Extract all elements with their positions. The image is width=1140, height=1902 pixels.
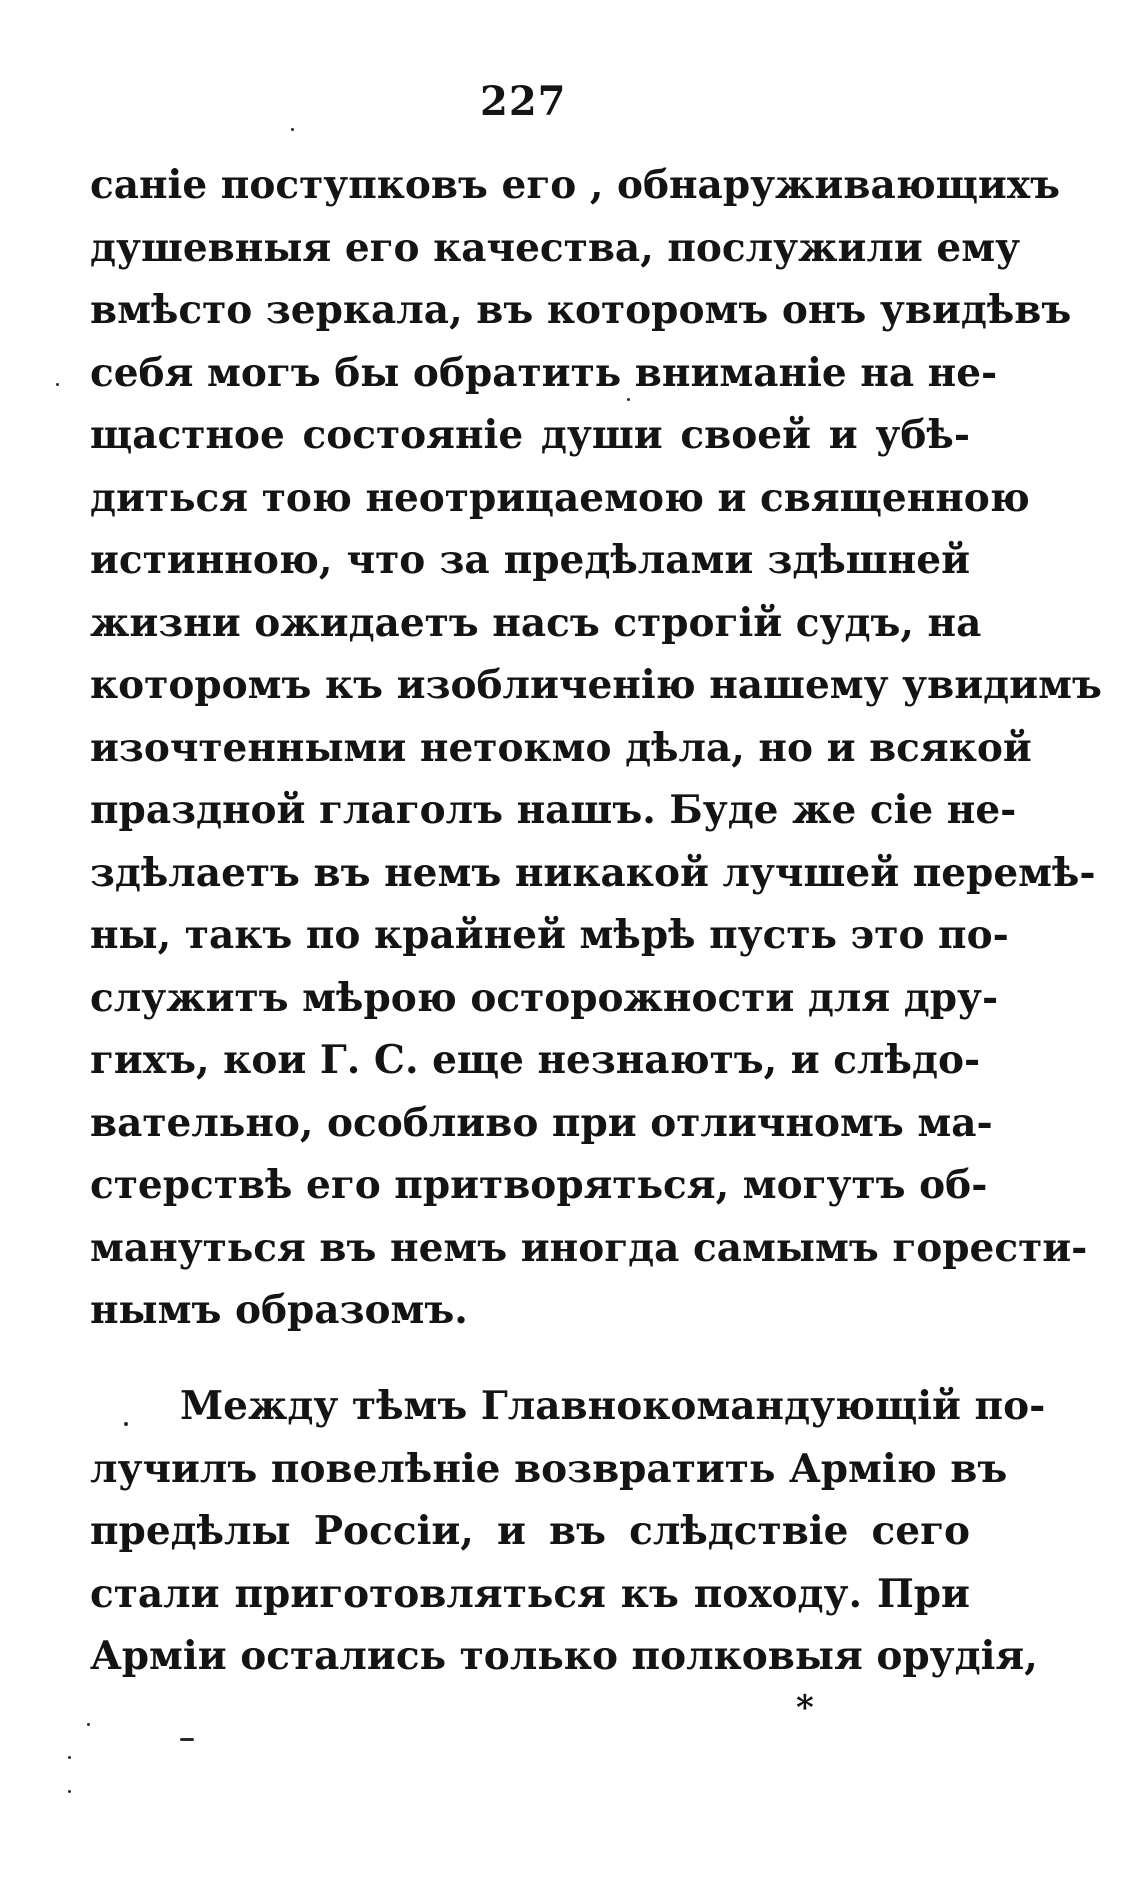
print-speck [56, 383, 59, 386]
text-line: которомъ къ изобличенію нашему увидимъ [90, 662, 1102, 708]
text-line: предѣлы Россіи, и въ слѣдствіе сего [90, 1508, 970, 1554]
catchword-mark: * [796, 1688, 814, 1728]
text-line: гихъ, кои Г. С. еще незнаютъ, и слѣдо- [90, 1037, 981, 1083]
text-line: служитъ мѣрою осторожности для дру- [90, 974, 999, 1021]
text-line: ны, такъ по крайней мѣрѣ пусть это по- [90, 912, 1009, 958]
print-speck [180, 1738, 194, 1741]
text-line: щастное состояніе души своей и убѣ- [90, 412, 970, 458]
text-line: праздной глаголъ нашъ. Буде же сіе не- [90, 787, 1017, 833]
text-line: жизни ожидаетъ насъ строгій судъ, на [90, 599, 982, 646]
text-line: лучилъ повелѣніе возвратить Армію въ [90, 1445, 1008, 1492]
text-line: нымъ образомъ. [90, 1287, 468, 1333]
text-line: саніе поступковъ его , обнаруживающихъ [90, 162, 1061, 208]
print-speck [627, 398, 630, 401]
print-speck [124, 1422, 128, 1426]
print-speck [87, 1723, 90, 1726]
text-line: диться тою неотрицаемою и священною [90, 474, 1030, 521]
text-line: вательно, особливо при отличномъ ма- [90, 1099, 993, 1146]
page-number: 227 [480, 78, 567, 125]
text-line: Арміи остались только полковыя орудія, [90, 1633, 1038, 1679]
text-line: истинною, что за предѣлами здѣшней [90, 537, 970, 583]
paragraph-2 [90, 1375, 1046, 1688]
text-line: стерствѣ его притворяться, могутъ об- [90, 1162, 988, 1208]
print-speck [68, 1756, 71, 1759]
text-line: здѣлаетъ въ немъ никакой лучшей перемѣ- [90, 849, 1096, 896]
text-line: душевныя его качества, послужили ему [90, 224, 1021, 271]
text-line: себя могъ бы обратить вниманіе на не- [90, 349, 998, 396]
text-line: вмѣсто зеркала, въ которомъ онъ увидѣвъ [90, 287, 1072, 333]
print-speck [291, 128, 294, 131]
text-line: стали приготовляться къ походу. При [90, 1570, 970, 1617]
paragraph-1 [90, 154, 1102, 1342]
text-line: Между тѣмъ Главнокомандующій по- [180, 1383, 1046, 1429]
text-line: изочтенными нетокмо дѣла, но и всякой [90, 724, 1032, 771]
text-line: мануться въ немъ иногда самымъ горести- [90, 1224, 1088, 1271]
print-speck [68, 1790, 71, 1793]
